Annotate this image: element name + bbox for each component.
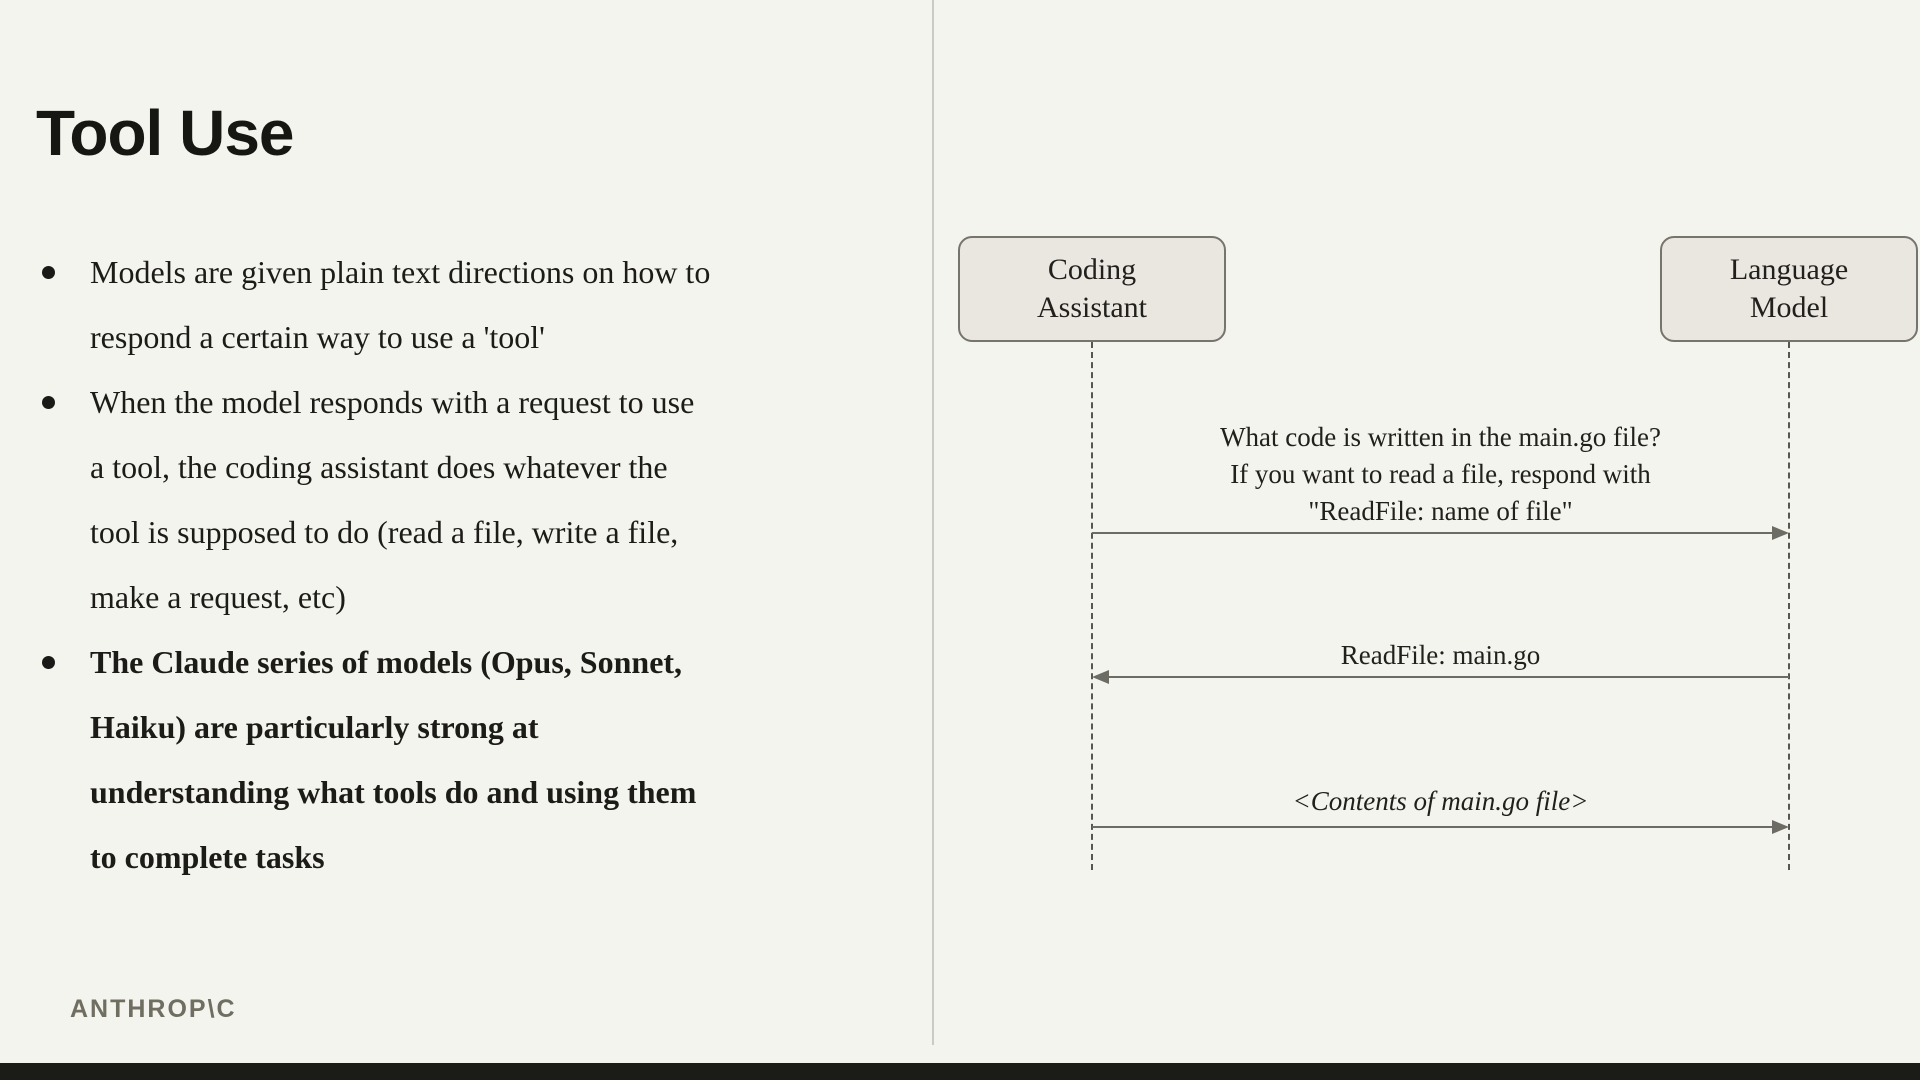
bullet-line: make a request, etc) <box>90 579 346 615</box>
page-title: Tool Use <box>36 97 294 169</box>
message-text <box>1092 637 1789 674</box>
arrowhead-right-icon <box>1772 820 1789 834</box>
actor-label-line: Model <box>1749 291 1829 324</box>
message-arrow <box>1092 532 1775 534</box>
bullet-dot-icon <box>42 396 55 409</box>
arrowhead-left-icon <box>1092 670 1109 684</box>
message-text <box>1092 419 1789 530</box>
actor-box-coding-assistant <box>958 236 1226 342</box>
message-text <box>1092 783 1789 820</box>
anthropic-logo: ANTHROP\C <box>70 995 237 1023</box>
bullet-line: understanding what tools do and using them <box>90 774 697 810</box>
bullet-line: a tool, the coding assistant does whatever the <box>90 449 668 485</box>
bullet-dot-icon <box>42 656 55 669</box>
message-line: <Contents of main.go file> <box>1292 786 1589 816</box>
actor-label-line: Assistant <box>1036 291 1147 324</box>
bullet-line: The Claude series of models (Opus, Sonnet, <box>90 644 683 680</box>
bullet-line: Models are given plain text directions on how to <box>90 254 711 290</box>
actor-label-line: Coding <box>1047 253 1137 286</box>
list-item <box>36 370 886 630</box>
list-item <box>36 240 886 370</box>
bullet-line: tool is supposed to do (read a file, write a file, <box>90 514 679 550</box>
message-line: What code is written in the main.go file? <box>1220 422 1661 452</box>
arrowhead-right-icon <box>1772 526 1789 540</box>
bullet-list <box>36 240 886 890</box>
bullet-dot-icon <box>42 266 55 279</box>
message-arrow <box>1108 676 1789 678</box>
bullet-line: respond a certain way to use a 'tool' <box>90 319 545 355</box>
message-arrow <box>1092 826 1775 828</box>
bullet-line: to complete tasks <box>90 839 325 875</box>
footer-bar <box>0 1063 1920 1080</box>
bullet-line: When the model responds with a request to use <box>90 384 695 420</box>
message-line: If you want to read a file, respond with <box>1230 459 1651 489</box>
bullet-line: Haiku) are particularly strong at <box>90 709 539 745</box>
actor-label-line: Language <box>1729 253 1849 286</box>
actor-box-language-model <box>1660 236 1918 342</box>
panel-divider <box>932 0 934 1045</box>
message-line: "ReadFile: name of file" <box>1308 496 1573 526</box>
list-item <box>36 630 886 890</box>
message-line: ReadFile: main.go <box>1340 640 1541 670</box>
